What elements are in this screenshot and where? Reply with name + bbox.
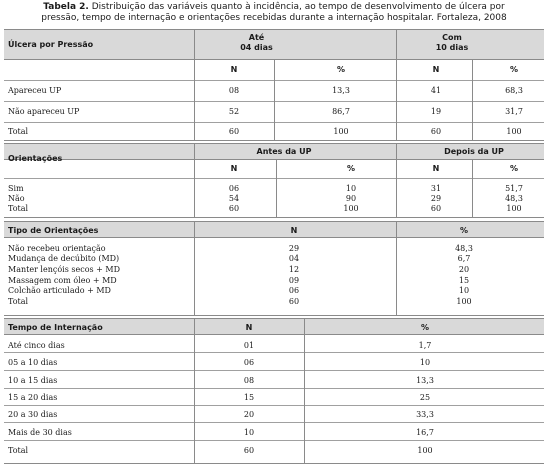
row-label: Apareceu UP bbox=[8, 86, 62, 95]
section-ulcera-title: Úlcera por Pressão bbox=[8, 40, 94, 49]
row-p1: 100 bbox=[343, 204, 359, 213]
row-n: 15 bbox=[243, 393, 255, 402]
group-antes-up: Antes da UP bbox=[256, 147, 312, 156]
row-n1: 60 bbox=[228, 204, 240, 213]
row-label: Não apareceu UP bbox=[8, 107, 80, 116]
row-n: 12 bbox=[288, 265, 300, 274]
row-n1: 54 bbox=[228, 194, 240, 203]
row-p: 13,3 bbox=[416, 376, 434, 385]
row-p: 6,7 bbox=[457, 254, 471, 263]
row-n: 60 bbox=[288, 297, 300, 306]
row-n: 06 bbox=[288, 286, 300, 295]
col-pct-1: % bbox=[346, 164, 355, 173]
row-label: Total bbox=[8, 446, 29, 455]
row-n: 04 bbox=[288, 254, 300, 263]
row-p: 10 bbox=[458, 286, 470, 295]
row-n1: 06 bbox=[228, 184, 240, 193]
section-orientacoes-colheads bbox=[4, 160, 544, 178]
row-label: Total bbox=[8, 204, 29, 213]
section-tipo-header bbox=[4, 221, 544, 238]
row-p: 20 bbox=[458, 265, 470, 274]
table-caption bbox=[0, 2, 548, 24]
row-p1: 100 bbox=[333, 127, 349, 136]
row-label: Sim bbox=[8, 184, 24, 193]
row-p1: 10 bbox=[345, 184, 357, 193]
row-n: 29 bbox=[288, 244, 300, 253]
row-label: Não recebeu orientação bbox=[8, 244, 106, 253]
section-tempo-internacao bbox=[4, 318, 544, 464]
group-ate-line1: Até bbox=[248, 33, 265, 42]
row-p2: 100 bbox=[506, 127, 522, 136]
col-pct-1: % bbox=[336, 65, 345, 74]
row-p2: 48,3 bbox=[505, 194, 523, 203]
caption-line-1 bbox=[0, 2, 548, 13]
row-n: 06 bbox=[243, 358, 255, 367]
row-label: Mais de 30 dias bbox=[8, 428, 72, 437]
section-tipo-title: Tipo de Orientações bbox=[8, 226, 99, 235]
row-n: 10 bbox=[243, 428, 255, 437]
row-label: 15 a 20 dias bbox=[8, 393, 58, 402]
row-p2: 100 bbox=[506, 204, 522, 213]
row-p1: 13,3 bbox=[332, 86, 350, 95]
row-label: Total bbox=[8, 297, 29, 306]
section-ulcera bbox=[4, 29, 544, 141]
row-n: 60 bbox=[243, 446, 255, 455]
row-label: 05 a 10 dias bbox=[8, 358, 58, 367]
row-n1: 60 bbox=[228, 127, 240, 136]
row-n2: 31 bbox=[430, 184, 442, 193]
row-n2: 60 bbox=[430, 127, 442, 136]
row-p: 48,3 bbox=[455, 244, 473, 253]
col-pct: % bbox=[420, 323, 429, 332]
row-p: 10 bbox=[419, 358, 431, 367]
row-p: 100 bbox=[417, 446, 433, 455]
row-p: 25 bbox=[419, 393, 431, 402]
section-orientacoes bbox=[4, 143, 544, 218]
row-p2: 31,7 bbox=[505, 107, 523, 116]
row-label: 10 a 15 dias bbox=[8, 376, 58, 385]
section-tempo-header bbox=[4, 318, 544, 335]
row-p2: 51,7 bbox=[505, 184, 523, 193]
caption-text-1: Distribuição das variáveis quanto à incidência, ao tempo de desenvolvimento de úlcera por bbox=[88, 2, 505, 12]
col-pct: % bbox=[459, 226, 468, 235]
row-p: 15 bbox=[458, 276, 470, 285]
row-p: 16,7 bbox=[416, 428, 434, 437]
row-label: Manter lençóis secos + MD bbox=[8, 265, 121, 274]
row-label: Massagem com óleo + MD bbox=[8, 276, 117, 285]
section-ulcera-header bbox=[4, 29, 544, 60]
row-n1: 08 bbox=[228, 86, 240, 95]
row-n: 09 bbox=[288, 276, 300, 285]
row-n1: 52 bbox=[228, 107, 240, 116]
group-depois-up: Depois da UP bbox=[444, 147, 504, 156]
row-label: 20 a 30 dias bbox=[8, 410, 58, 419]
row-p1: 86,7 bbox=[332, 107, 350, 116]
row-p: 100 bbox=[456, 297, 472, 306]
section-tipo-orientacoes bbox=[4, 221, 544, 316]
row-n: 08 bbox=[243, 376, 255, 385]
caption-label: Tabela 2. bbox=[43, 2, 89, 12]
col-n: N bbox=[245, 323, 253, 332]
row-label: Não bbox=[8, 194, 25, 203]
row-n2: 41 bbox=[430, 86, 442, 95]
section-tempo-title: Tempo de Internação bbox=[8, 323, 103, 332]
row-n2: 60 bbox=[430, 204, 442, 213]
row-p1: 90 bbox=[345, 194, 357, 203]
section-orientacoes-title: Orientações bbox=[8, 154, 63, 163]
row-n2: 19 bbox=[430, 107, 442, 116]
group-com-line1: Com bbox=[442, 33, 462, 42]
col-pct-2: % bbox=[509, 164, 518, 173]
col-n-1: N bbox=[230, 65, 238, 74]
row-p: 33,3 bbox=[416, 410, 434, 419]
row-label: Mudança de decúbito (MD) bbox=[8, 254, 120, 263]
row-label: Total bbox=[8, 127, 29, 136]
row-p2: 68,3 bbox=[505, 86, 523, 95]
col-n-2: N bbox=[432, 65, 440, 74]
row-n: 01 bbox=[243, 341, 255, 350]
col-n-1: N bbox=[230, 164, 238, 173]
group-ate-line2: 04 dias bbox=[240, 43, 273, 52]
row-n2: 29 bbox=[430, 194, 442, 203]
caption-line-2: pressão, tempo de internação e orientações recebidas durante a internação hospitalar. Fortaleza, 2008 bbox=[41, 13, 507, 23]
col-n-2: N bbox=[432, 164, 440, 173]
col-n: N bbox=[290, 226, 298, 235]
section-orientacoes-header bbox=[4, 143, 544, 163]
row-n: 20 bbox=[243, 410, 255, 419]
row-p: 1,7 bbox=[418, 341, 432, 350]
row-label: Até cinco dias bbox=[8, 341, 65, 350]
group-com-line2: 10 dias bbox=[435, 43, 469, 52]
col-pct-2: % bbox=[509, 65, 518, 74]
row-label: Colchão articulado + MD bbox=[8, 286, 111, 295]
